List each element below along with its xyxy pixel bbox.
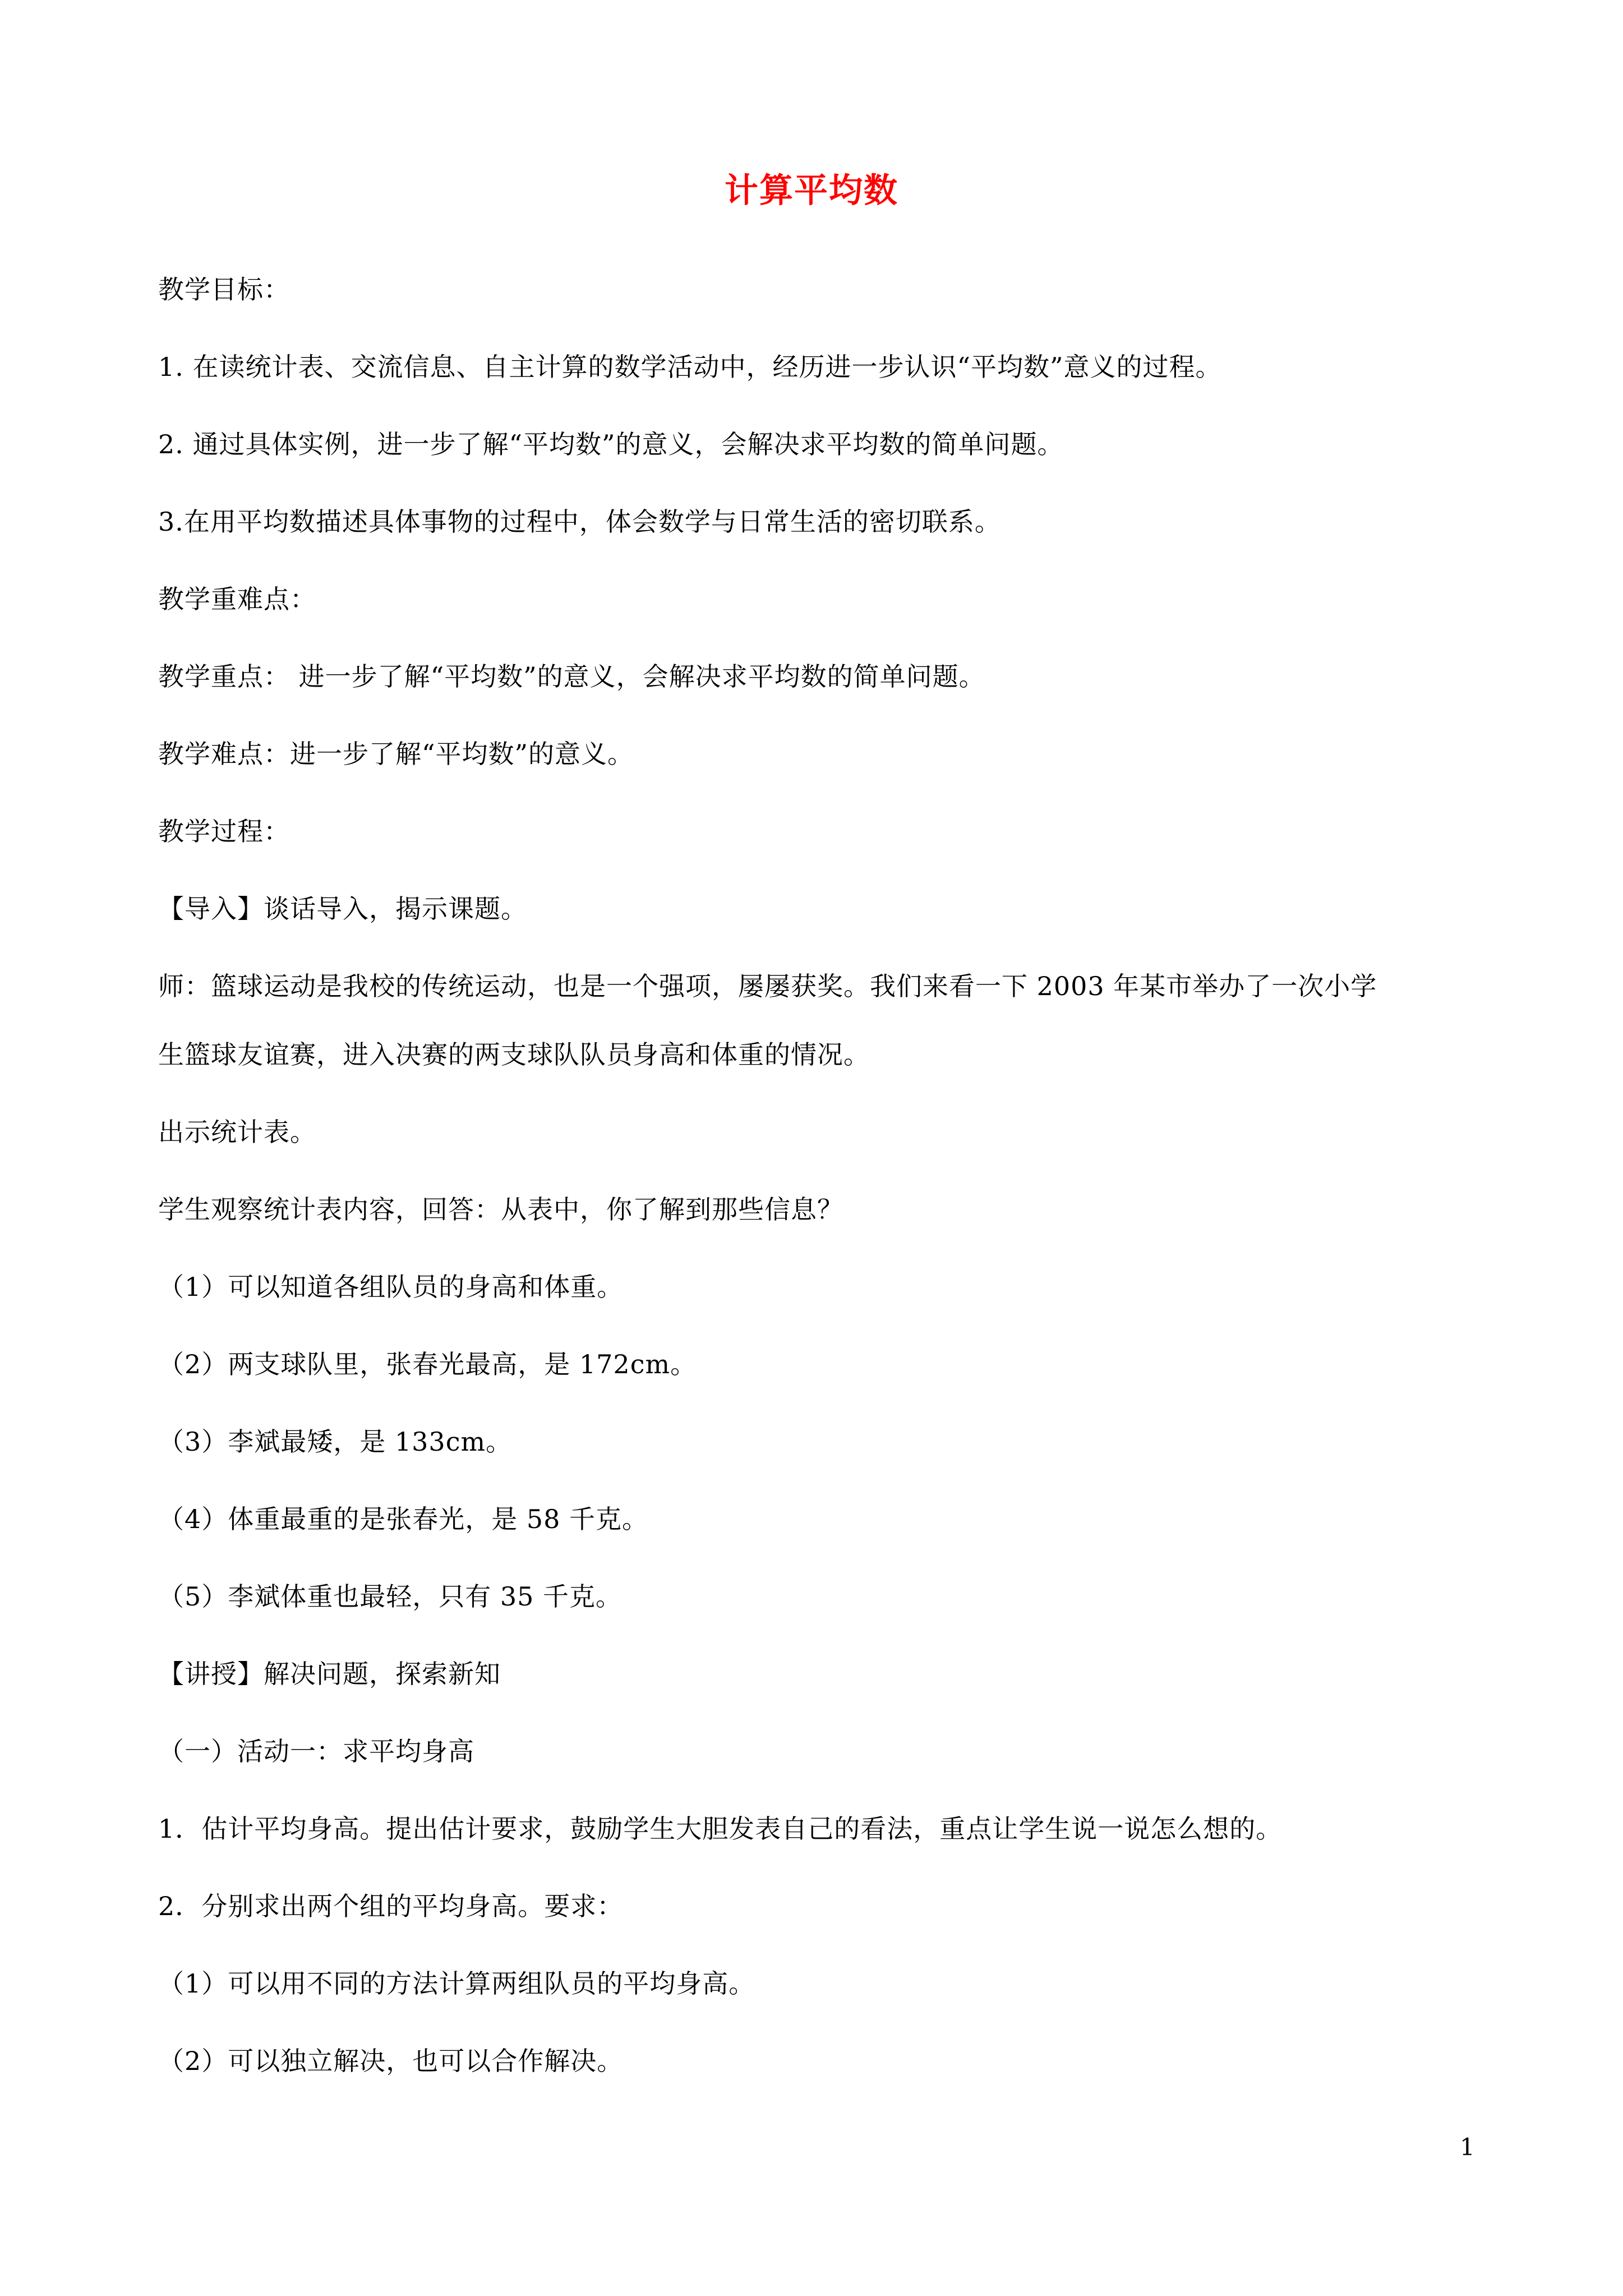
text-line: 3.在用平均数描述具体事物的过程中，体会数学与日常生活的密切联系。	[158, 507, 1001, 537]
text-line: （一）活动一：求平均身高	[158, 1736, 474, 1766]
text-line: 教学重难点：	[158, 584, 316, 614]
text-line: 2. 通过具体实例，进一步了解“平均数”的意义，会解决求平均数的简单问题。	[158, 429, 1064, 459]
text-line: 学生观察统计表内容，回答：从表中，你了解到那些信息？	[158, 1194, 843, 1225]
page-number: 1	[1460, 2133, 1475, 2161]
text-line: （5）李斌体重也最轻，只有 35 千克。	[158, 1581, 623, 1612]
text-line: 教学难点：进一步了解“平均数”的意义。	[158, 739, 634, 769]
text-line: 1．估计平均身高。提出估计要求，鼓励学生大胆发表自己的看法，重点让学生说一说怎么想的。	[158, 1814, 1283, 1844]
text-line: 教学过程：	[158, 816, 290, 846]
text-line: 2．分别求出两个组的平均身高。要求：	[158, 1891, 624, 1921]
text-line: （4）体重最重的是张春光，是 58 千克。	[158, 1504, 649, 1534]
text-line: 生篮球友谊赛，进入决赛的两支球队队员身高和体重的情况。	[158, 1039, 870, 1070]
text-line: （2）可以独立解决，也可以合作解决。	[158, 2046, 624, 2076]
text-line: （1）可以知道各组队员的身高和体重。	[158, 1272, 624, 1302]
text-line: （2）两支球队里，张春光最高，是 172cm。	[158, 1349, 697, 1379]
text-line: 【讲授】解决问题，探索新知	[158, 1659, 501, 1689]
text-line: 1. 在读统计表、交流信息、自主计算的数学活动中，经历进一步认识“平均数”意义的过程。	[158, 352, 1222, 382]
text-line: 【导入】谈话导入，揭示课题。	[158, 894, 527, 924]
text-line: （3）李斌最矮，是 133cm。	[158, 1427, 513, 1457]
page-title: 计算平均数	[725, 171, 898, 210]
text-line: 出示统计表。	[158, 1117, 316, 1147]
text-line: （1）可以用不同的方法计算两组队员的平均身高。	[158, 1968, 755, 1999]
text-line: 教学重点： 进一步了解“平均数”的意义，会解决求平均数的简单问题。	[158, 661, 985, 692]
text-line: 教学目标：	[158, 274, 290, 305]
text-line: 师：篮球运动是我校的传统运动，也是一个强项，屡屡获奖。我们来看一下 2003 年某市举办了一次小学	[158, 971, 1377, 1001]
